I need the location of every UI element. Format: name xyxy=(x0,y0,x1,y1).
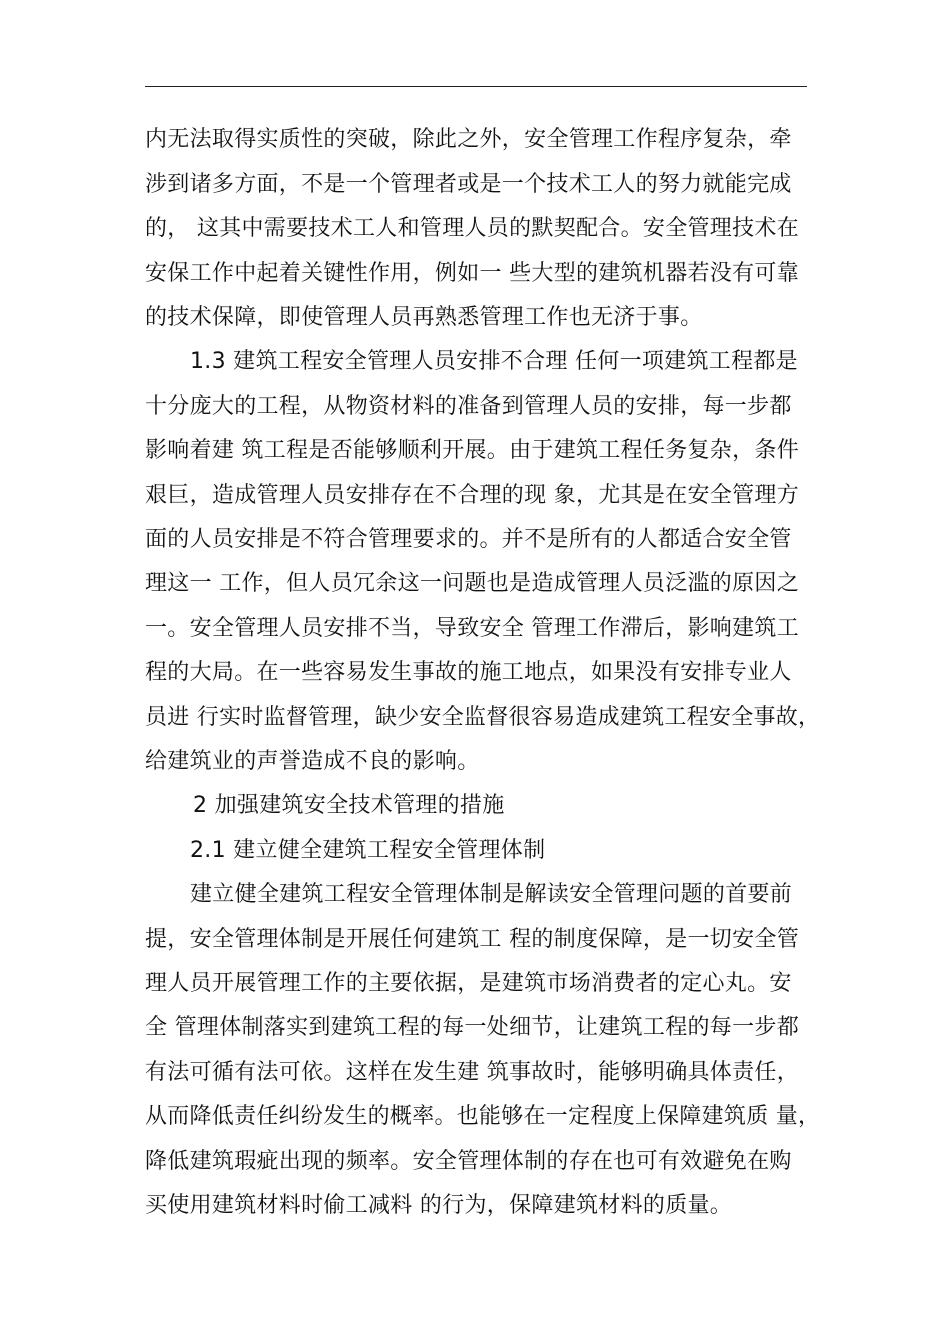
text-line: 理人员开展管理工作的主要依据，是建筑市场消费者的定心丸。安 xyxy=(145,971,792,996)
text-line: 从而降低责任纠纷发生的概率。也能够在一定程度上保障建筑质 量， xyxy=(145,1104,821,1129)
text-line: 给建筑业的声誉造成不良的影响。 xyxy=(145,749,480,774)
text-line: 面的人员安排是不符合管理要求的。并不是所有的人都适合安全管 xyxy=(145,527,792,552)
text-line: 全 管理体制落实到建筑工程的每一处细节，让建筑工程的每一步都 xyxy=(145,1015,799,1040)
text-line: 的技术保障，即使管理人员再熟悉管理工作也无济于事。 xyxy=(145,305,703,330)
text-line: 影响着建 筑工程是否能够顺利开展。由于建筑工程任务复杂，条件 xyxy=(145,438,799,463)
section-heading-2: 2 加强建筑安全技术管理的措施 xyxy=(193,793,505,818)
text-line: 艰巨，造成管理人员安排存在不合理的现 象，尤其是在安全管理方 xyxy=(145,483,799,508)
text-line: 的， 这其中需要技术工人和管理人员的默契配合。安全管理技术在 xyxy=(145,216,799,241)
text-line: 涉到诸多方面，不是一个管理者或是一个技术工人的努力就能完成 xyxy=(145,172,792,197)
text-line: 买使用建筑材料时偷工减料 的行为，保障建筑材料的质量。 xyxy=(145,1193,733,1218)
text-line: 十分庞大的工程，从物资材料的准备到管理人员的安排，每一步都 xyxy=(145,394,792,419)
text-line: 理这一 工作，但人员冗余这一问题也是造成管理人员泛滥的原因之 xyxy=(145,571,799,596)
header-rule xyxy=(145,86,807,87)
text-line: 建立健全建筑工程安全管理体制是解读安全管理问题的首要前 xyxy=(190,882,793,907)
text-line: 程的大局。在一些容易发生事故的施工地点，如果没有安排专业人 xyxy=(145,660,792,685)
text-line: 提，安全管理体制是开展任何建筑工 程的制度保障，是一切安全管 xyxy=(145,927,799,952)
section-heading-1-3: 1.3 建筑工程安全管理人员安排不合理 任何一项建筑工程都是 xyxy=(190,349,798,374)
text-line: 安保工作中起着关键性作用，例如一 些大型的建筑机器若没有可靠 xyxy=(145,261,799,286)
text-line: 有法可循有法可依。这样在发生建 筑事故时，能够明确具体责任， xyxy=(145,1060,799,1085)
text-line: 降低建筑瑕疵出现的频率。安全管理体制的存在也可有效避免在购 xyxy=(145,1149,792,1174)
text-line: 内无法取得实质性的突破，除此之外，安全管理工作程序复杂，牵 xyxy=(145,127,792,152)
text-line: 一。安全管理人员安排不当，导致安全 管理工作滞后，影响建筑工 xyxy=(145,616,799,641)
section-heading-2-1: 2.1 建立健全建筑工程安全管理体制 xyxy=(190,838,546,863)
text-line: 员进 行实时监督管理，缺少安全监督很容易造成建筑工程安全事故， xyxy=(145,705,821,730)
